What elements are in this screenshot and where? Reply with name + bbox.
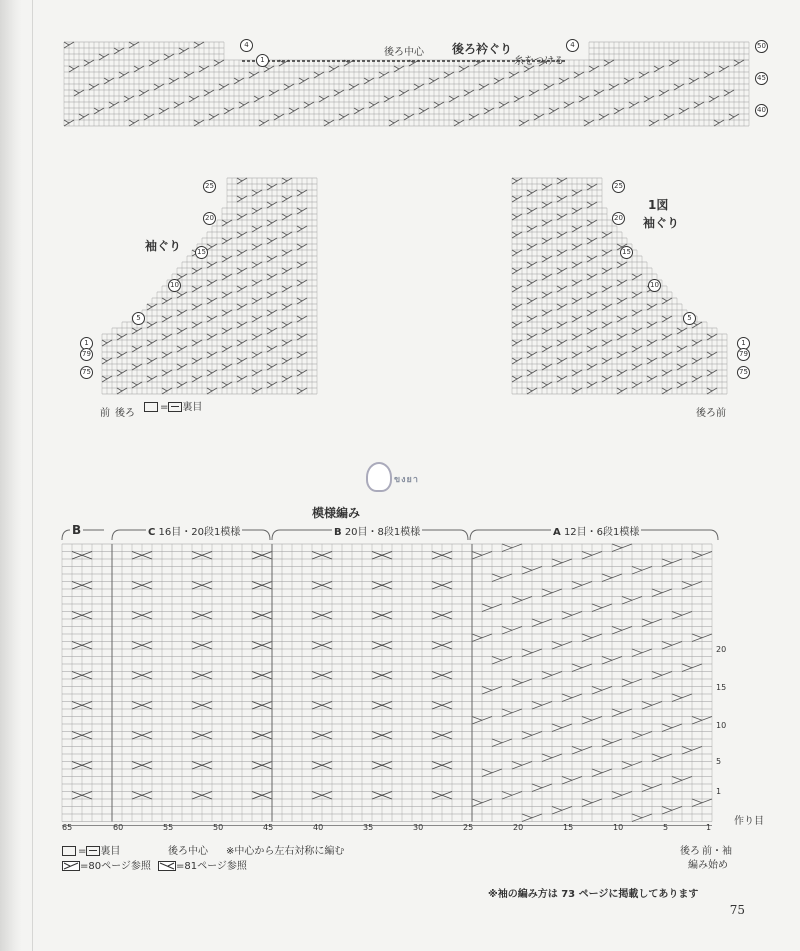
row-marker: 10 — [168, 279, 181, 292]
x-tick: 1 — [706, 823, 712, 832]
binding-line — [32, 0, 33, 951]
row-marker: 45 — [755, 72, 768, 85]
y-tick: 15 — [716, 683, 727, 692]
section-c-label — [146, 523, 242, 538]
purl-text: 裏目 — [100, 846, 121, 857]
x-tick: 10 — [613, 823, 624, 832]
empty-cell-swatch — [62, 846, 76, 856]
section-desc: 16目・20段1模様 — [158, 527, 241, 538]
empty-cell-swatch — [144, 402, 158, 412]
x-tick: 65 — [62, 823, 73, 832]
row-marker: 79 — [80, 348, 93, 361]
x-tick: 20 — [513, 823, 524, 832]
cast-on-label: 作り目 — [734, 816, 764, 827]
attach-yarn-label: 糸をつける — [514, 56, 564, 67]
y-tick: 10 — [716, 721, 727, 730]
left-armhole-chart — [100, 176, 322, 398]
pattern-chart-grid — [60, 542, 730, 834]
section-letter: C — [148, 527, 156, 538]
cable-legend-81 — [158, 857, 247, 872]
x-tick: 40 — [313, 823, 324, 832]
row-marker: 15 — [620, 246, 633, 259]
back-label: 後ろ — [696, 408, 716, 419]
section-desc: 12目・6段1模様 — [563, 527, 640, 538]
cable-legend-80 — [62, 857, 151, 872]
cable-symbol-icon — [62, 861, 80, 871]
start-back-label: 後ろ — [680, 846, 700, 857]
row-marker: 40 — [755, 104, 768, 117]
purl-cell-swatch — [86, 846, 100, 856]
sleeve-footnote: ※袖の編み方は 73 ページに掲載してあります — [488, 889, 699, 900]
x-tick: 5 — [663, 823, 669, 832]
watermark-logo — [360, 458, 434, 498]
purl-text: 裏目 — [182, 402, 203, 413]
row-marker: 25 — [612, 180, 625, 193]
step-marker: 4 — [240, 39, 253, 52]
section-letter: B — [72, 523, 82, 537]
start-label: 編み始め — [688, 860, 728, 871]
purl-legend — [144, 398, 202, 413]
row-marker: 75 — [80, 366, 93, 379]
front-label: 前 — [100, 408, 110, 419]
back-neckline-title: 後ろ衿ぐり — [452, 42, 513, 56]
x-tick: 15 — [563, 823, 574, 832]
row-marker: 5 — [683, 312, 696, 325]
row-marker: 15 — [195, 246, 208, 259]
front-label: 前 — [716, 408, 726, 419]
pattern-title: 模様編み — [312, 506, 361, 520]
binding-gutter — [0, 0, 22, 951]
purl-legend — [62, 842, 120, 857]
x-tick: 50 — [213, 823, 224, 832]
back-center-label: 後ろ中心 — [384, 47, 424, 58]
y-tick: 20 — [716, 645, 727, 654]
equals-sign: = — [78, 846, 87, 857]
right-armhole-chart — [510, 176, 732, 398]
equals-sign: = — [160, 402, 169, 413]
row-marker: 1 — [80, 337, 93, 350]
step-marker: 1 — [256, 54, 269, 67]
back-label: 後ろ — [115, 408, 135, 419]
row-marker: 50 — [755, 40, 768, 53]
row-marker: 5 — [132, 312, 145, 325]
x-tick: 45 — [263, 823, 274, 832]
figure-label: 1図 — [648, 198, 669, 212]
x-tick: 35 — [363, 823, 374, 832]
cable-symbol-icon — [158, 861, 176, 871]
row-marker: 25 — [203, 180, 216, 193]
watermark-text: ขงยา — [394, 475, 419, 485]
page-number: 75 — [729, 903, 745, 917]
row-marker: 1 — [737, 337, 750, 350]
purl-cell-swatch — [168, 402, 182, 412]
x-tick: 25 — [463, 823, 474, 832]
y-tick: 1 — [716, 787, 722, 796]
x-tick: 55 — [163, 823, 174, 832]
section-letter: B — [334, 527, 342, 538]
section-a-label — [551, 523, 641, 538]
right-armhole-label: 袖ぐり — [643, 216, 680, 230]
symmetric-note: ※中心から左右対称に編む — [226, 846, 345, 857]
legend-ref-text: =80ページ参照 — [80, 861, 151, 872]
row-marker: 75 — [737, 366, 750, 379]
row-marker: 79 — [737, 348, 750, 361]
y-tick: 5 — [716, 757, 722, 766]
x-tick: 30 — [413, 823, 424, 832]
back-center-label: 後ろ中心 — [168, 846, 208, 857]
section-letter: A — [553, 527, 561, 538]
legend-ref-text: =81ページ参照 — [176, 861, 247, 872]
row-marker: 10 — [648, 279, 661, 292]
step-marker: 4 — [566, 39, 579, 52]
row-marker: 20 — [203, 212, 216, 225]
x-tick: 60 — [113, 823, 124, 832]
start-front-sleeve-label: 前・袖 — [702, 846, 732, 857]
section-b-label — [332, 523, 422, 538]
watermark-mascot-icon — [366, 462, 392, 492]
row-marker: 20 — [612, 212, 625, 225]
left-armhole-label: 袖ぐり — [145, 239, 182, 253]
section-desc: 20目・8段1模様 — [344, 527, 421, 538]
